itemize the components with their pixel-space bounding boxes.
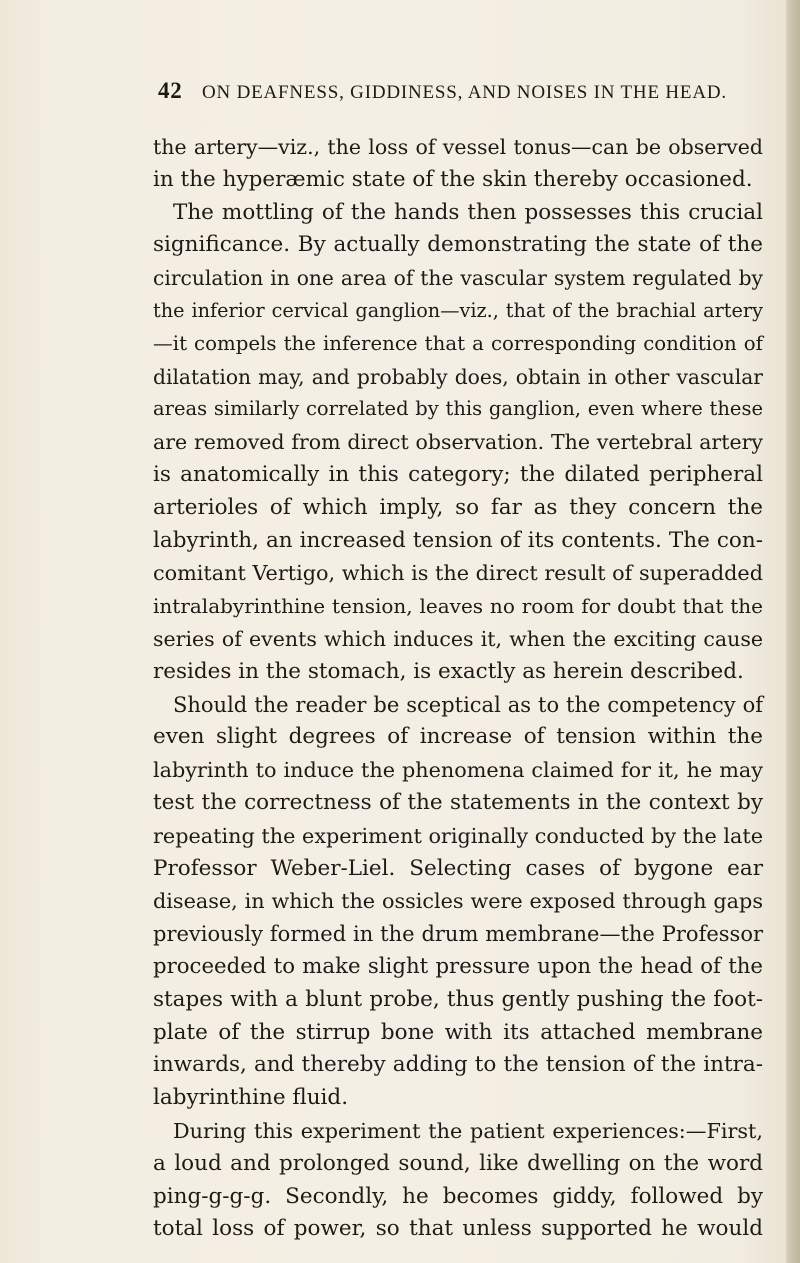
text-line: proceeded to make slight pressure upon the head of the bbox=[153, 953, 763, 979]
text-line: labyrinthine fluid. bbox=[153, 1085, 349, 1111]
text-line: test the correctness of the statements in the context by bbox=[153, 789, 763, 815]
text-line: series of events which induces it, when the exciting cause bbox=[153, 626, 763, 651]
text-line: comitant Vertigo, which is the direct result of superadded bbox=[153, 561, 763, 586]
text-line: a loud and prolonged sound, like dwelling on the word bbox=[153, 1150, 763, 1176]
text-line: During this experiment the patient experiences:—First, bbox=[173, 1118, 763, 1143]
text-line: plate of the stirrup bone with its attached membrane bbox=[153, 1019, 763, 1045]
text-line: ping-g-g-g. Secondly, he becomes giddy, followed by bbox=[153, 1183, 763, 1209]
text-line: significance. By actually demonstrating the state of the bbox=[153, 232, 763, 258]
text-line: —it compels the inference that a corresponding condition of bbox=[153, 331, 763, 355]
text-line: circulation in one area of the vascular system regulated by bbox=[153, 266, 763, 291]
text-line: in the hyperæmic state of the skin thereby occasioned. bbox=[153, 166, 753, 192]
page-number: 42 bbox=[158, 78, 183, 103]
text-line: repeating the experiment originally conducted by the late bbox=[153, 823, 763, 848]
text-line: disease, in which the ossicles were exposed through gaps bbox=[153, 889, 763, 914]
text-line: areas similarly correlated by this ganglion, even where these bbox=[153, 397, 763, 421]
text-line: total loss of power, so that unless supported he would bbox=[153, 1216, 763, 1242]
running-head bbox=[158, 78, 778, 112]
text-line: the artery—viz., the loss of vessel tonus—can be observed bbox=[153, 135, 763, 159]
text-line: are removed from direct observation. The vertebral artery bbox=[153, 430, 763, 455]
running-head-title: ON DEAFNESS, GIDDINESS, AND NOISES IN THE HEAD. bbox=[202, 82, 727, 103]
page-edge-shadow bbox=[786, 0, 800, 1263]
text-line: stapes with a blunt probe, thus gently pushing the foot- bbox=[153, 986, 763, 1012]
text-line: labyrinth, an increased tension of its contents. The con- bbox=[153, 527, 763, 553]
body-text bbox=[153, 131, 763, 1246]
text-line: dilatation may, and probably does, obtain in other vascular bbox=[153, 364, 763, 389]
text-line: inwards, and thereby adding to the tension of the intra- bbox=[153, 1052, 763, 1078]
text-line: resides in the stomach, is exactly as herein described. bbox=[153, 658, 744, 684]
text-line: Professor Weber-Liel. Selecting cases of bygone ear bbox=[153, 855, 763, 881]
text-line: The mottling of the hands then possesses this crucial bbox=[173, 199, 763, 225]
text-line: Should the reader be sceptical as to the competency of bbox=[173, 692, 763, 717]
text-line: previously formed in the drum membrane—the Professor bbox=[153, 922, 763, 947]
text-line: arterioles of which imply, so far as they concern the bbox=[153, 494, 763, 520]
text-line: is anatomically in this category; the dilated peripheral bbox=[153, 461, 763, 487]
text-line: labyrinth to induce the phenomena claimed for it, he may bbox=[153, 758, 763, 783]
text-line: even slight degrees of increase of tension within the bbox=[153, 724, 763, 750]
text-line: the inferior cervical ganglion—viz., that of the brachial artery bbox=[153, 298, 763, 322]
text-line: intralabyrinthine tension, leaves no room for doubt that the bbox=[153, 594, 763, 619]
